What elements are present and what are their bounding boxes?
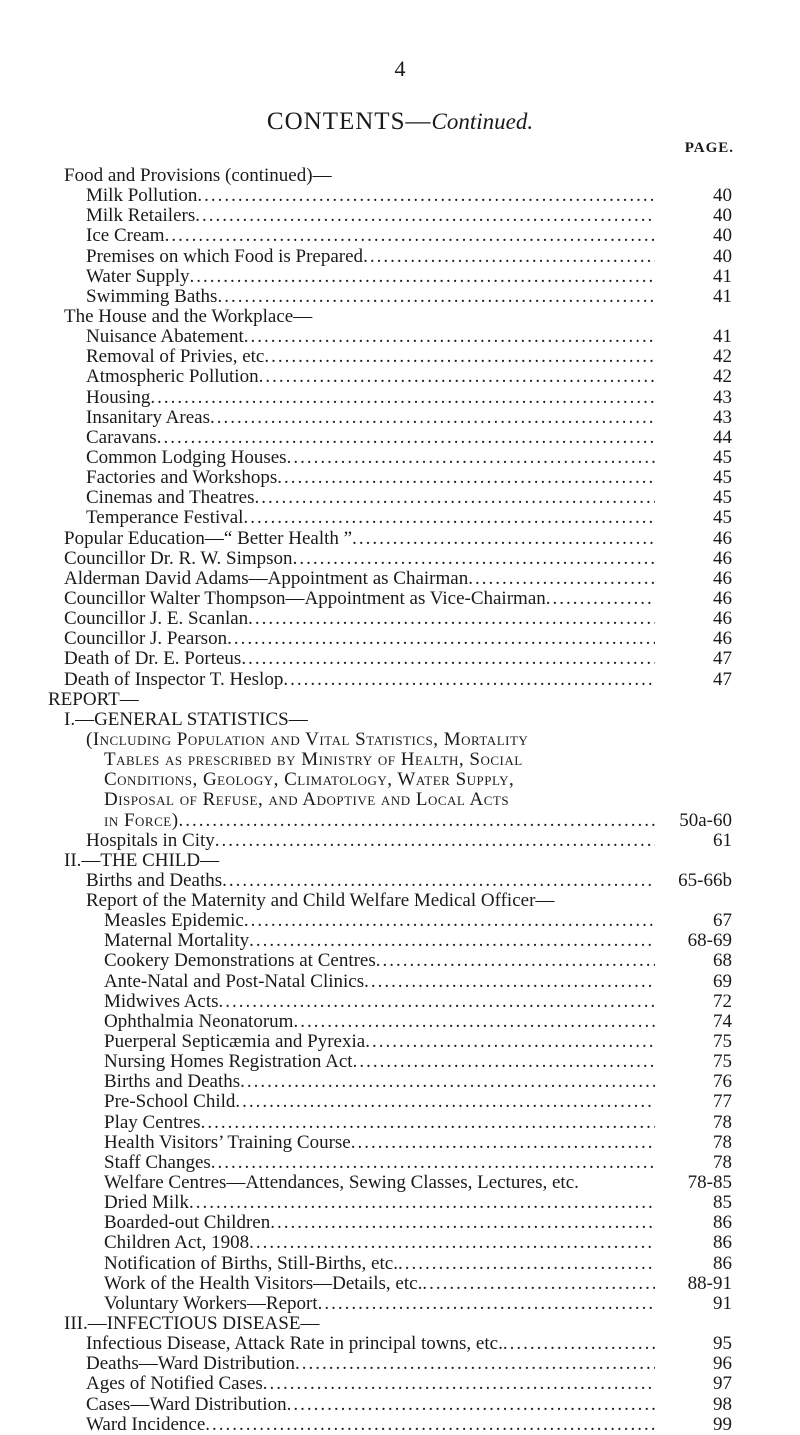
dot-leader: [165, 226, 655, 246]
toc-entry: [0, 327, 800, 347]
dot-leader: [264, 347, 655, 367]
toc-entry-text: Play Centres: [104, 1111, 201, 1133]
toc-page-number: 96: [713, 1353, 732, 1375]
toc-entry: [0, 267, 800, 287]
dot-leader: [189, 267, 655, 287]
toc-entry: [0, 1072, 800, 1092]
toc-entry-text: Insanitary Areas: [86, 406, 210, 428]
toc-entry: [0, 911, 800, 931]
dot-leader: [215, 831, 655, 851]
toc-page-number: 68-69: [687, 930, 732, 952]
toc-entry-text: Conditions, Geology, Climatology, Water Supply,: [104, 769, 515, 791]
dot-leader: [249, 1233, 655, 1253]
toc-entry: [0, 569, 800, 589]
toc-entry-text: Health Visitors’ Training Course: [104, 1131, 351, 1153]
toc-entry: [0, 1334, 800, 1354]
dot-leader: [244, 327, 655, 347]
toc-entry-text: Cookery Demonstrations at Centres: [104, 950, 376, 972]
toc-entry: [0, 428, 800, 448]
dot-leader: [222, 871, 655, 891]
toc-entry-text: Measles Epidemic: [104, 910, 244, 932]
dot-leader: [255, 488, 656, 508]
toc-entry-text: Ophthalmia Neonatorum: [104, 1010, 294, 1032]
toc-entry: [0, 226, 800, 246]
dot-leader: [295, 1354, 655, 1374]
toc-entry: [0, 790, 800, 810]
toc-entry-text: Councillor Dr. R. W. Simpson: [64, 547, 293, 569]
toc-entry: [0, 347, 800, 367]
toc-entry-text: Tables as prescribed by Ministry of Health, Social: [104, 749, 523, 771]
toc-entry-text: Alderman David Adams—Appointment as Chairman: [64, 567, 469, 589]
toc-page-number: 45: [713, 467, 732, 489]
toc-entry-text: Nursing Homes Registration Act: [104, 1051, 353, 1073]
toc-entry: [0, 468, 800, 488]
toc-entry: [0, 629, 800, 649]
toc-page-number: 69: [713, 970, 732, 992]
toc-entry: [0, 1113, 800, 1133]
toc-entry-text: Removal of Privies, etc: [86, 346, 265, 368]
toc-entry-text: Death of Inspector T. Heslop: [64, 668, 284, 690]
toc-entry: [0, 1012, 800, 1032]
toc-entry: [0, 831, 800, 851]
toc-entry-text: Water Supply: [86, 265, 190, 287]
toc-page-number: 91: [713, 1292, 732, 1314]
dot-leader: [157, 428, 655, 448]
toc-entry: [0, 1395, 800, 1415]
dot-leader: [376, 951, 655, 971]
toc-entry-text: Cinemas and Theatres: [86, 487, 255, 509]
dot-leader: [365, 1032, 655, 1052]
toc-entry: [0, 931, 800, 951]
toc-page-number: 46: [713, 527, 732, 549]
toc-entry-text: Pre-School Child: [104, 1091, 236, 1113]
toc-page-number: 46: [713, 547, 732, 569]
toc-entry-text: Temperance Festival: [86, 507, 244, 529]
dot-leader: [179, 811, 655, 831]
toc-page-number: 40: [713, 225, 732, 247]
toc-page-number: 40: [713, 245, 732, 267]
toc-entry-text: Milk Pollution: [86, 185, 198, 207]
toc-page-number: 98: [713, 1393, 732, 1415]
dot-leader: [287, 1395, 655, 1415]
toc-page-number: 76: [713, 1071, 732, 1093]
dot-leader: [270, 1213, 655, 1233]
toc-page-number: 86: [713, 1252, 732, 1274]
dot-leader: [503, 1334, 655, 1354]
title-main: CONTENTS—: [266, 108, 432, 135]
toc-entry-text: Premises on which Food is Prepared: [86, 245, 364, 267]
toc-entry: [0, 247, 800, 267]
toc-page-number: 78: [713, 1131, 732, 1153]
toc-entry: [0, 287, 800, 307]
toc-entry: [0, 488, 800, 508]
toc-entry-text: Births and Deaths: [104, 1071, 241, 1093]
toc-entry: [0, 206, 800, 226]
toc-entry-text: Milk Retailers: [86, 205, 196, 227]
toc-entry-text: II.—THE CHILD—: [64, 849, 220, 871]
dot-leader: [249, 931, 655, 951]
dot-leader: [351, 1133, 655, 1153]
toc-entry-text: Dried Milk: [104, 1192, 189, 1214]
toc-page-number: 46: [713, 587, 732, 609]
toc-entry: [0, 811, 800, 831]
toc-page-number: 78-85: [687, 1172, 732, 1194]
toc-page-number: 85: [713, 1192, 732, 1214]
dot-leader: [293, 1012, 655, 1032]
toc-page-number: 75: [713, 1031, 732, 1053]
toc-entry: [0, 1193, 800, 1213]
toc-entry: [0, 529, 800, 549]
toc-entry-text: Atmospheric Pollution: [86, 366, 259, 388]
toc-entry-text: Food and Provisions (continued)—: [64, 165, 332, 186]
toc-page-number: 43: [713, 386, 732, 408]
toc-entry-text: Ante-Natal and Post-Natal Clinics: [104, 970, 365, 992]
dot-leader: [219, 992, 655, 1012]
toc-page-number: 67: [713, 910, 732, 932]
toc-entry: [0, 1032, 800, 1052]
contents-list: [0, 166, 800, 1435]
dot-leader: [364, 972, 655, 992]
toc-page-number: 41: [713, 265, 732, 287]
toc-entry: [0, 649, 800, 669]
toc-entry-text: in Force): [104, 809, 179, 831]
dot-leader: [363, 247, 655, 267]
dot-leader: [189, 1193, 655, 1213]
toc-entry: [0, 609, 800, 629]
dot-leader: [318, 1294, 655, 1314]
toc-entry: [0, 549, 800, 569]
toc-entry: [0, 1314, 800, 1334]
toc-page-number: 42: [713, 346, 732, 368]
toc-entry: [0, 871, 800, 891]
toc-entry-text: Death of Dr. E. Porteus: [64, 648, 242, 670]
toc-page-number: 86: [713, 1232, 732, 1254]
toc-entry-text: Report of the Maternity and Child Welfare Medical Officer—: [86, 890, 555, 912]
toc-entry-text: Caravans: [86, 426, 157, 448]
toc-entry-text: Maternal Mortality: [104, 930, 250, 952]
toc-entry-text: Puerperal Septicæmia and Pyrexia: [104, 1031, 366, 1053]
toc-entry-text: I.—GENERAL STATISTICS—: [64, 708, 308, 730]
toc-entry-text: Deaths—Ward Distribution: [86, 1353, 296, 1375]
dot-leader: [259, 367, 655, 387]
toc-entry-text: Ages of Notified Cases: [86, 1373, 263, 1395]
toc-entry-text: (Including Population and Vital Statistics, Mortality: [86, 728, 529, 750]
dot-leader: [211, 1153, 655, 1173]
toc-entry: [0, 408, 800, 428]
dot-leader: [353, 1052, 655, 1072]
dot-leader: [205, 1415, 655, 1435]
toc-entry: [0, 1374, 800, 1394]
toc-page-number: 86: [713, 1212, 732, 1234]
toc-entry: [0, 690, 800, 710]
dot-leader: [150, 388, 655, 408]
dot-leader: [197, 186, 655, 206]
toc-entry: [0, 1294, 800, 1314]
toc-page-number: 95: [713, 1333, 732, 1355]
toc-page-number: 40: [713, 205, 732, 227]
toc-page-number: 68: [713, 950, 732, 972]
toc-page-number: 77: [713, 1091, 732, 1113]
toc-page-number: 65-66b: [678, 869, 732, 891]
toc-entry: [0, 589, 800, 609]
toc-entry: [0, 992, 800, 1012]
toc-entry-text: III.—INFECTIOUS DISEASE—: [64, 1313, 320, 1335]
dot-leader: [217, 287, 655, 307]
dot-leader: [468, 569, 655, 589]
toc-page-number: 46: [713, 628, 732, 650]
toc-entry-text: Councillor J. E. Scanlan: [64, 608, 249, 630]
toc-page-number: 42: [713, 366, 732, 388]
toc-page-number: 44: [713, 426, 732, 448]
toc-entry-text: Welfare Centres—Attendances, Sewing Classes, Lectures, etc.: [104, 1172, 579, 1194]
toc-page-number: 45: [713, 507, 732, 529]
dot-leader: [241, 649, 655, 669]
toc-entry-text: Boarded-out Children: [104, 1212, 271, 1234]
dot-leader: [240, 1072, 655, 1092]
toc-entry: [0, 670, 800, 690]
toc-entry-text: Notification of Births, Still-Births, etc.: [104, 1252, 398, 1274]
toc-entry-text: Factories and Workshops: [86, 467, 278, 489]
toc-entry-text: The House and the Workplace—: [64, 305, 313, 327]
toc-page-number: 45: [713, 487, 732, 509]
toc-entry-text: Councillor J. Pearson: [64, 628, 228, 650]
toc-page-number: 74: [713, 1010, 732, 1032]
toc-entry-text: REPORT—: [48, 688, 139, 710]
toc-entry: [0, 972, 800, 992]
toc-entry: [0, 1153, 800, 1173]
toc-entry: [0, 891, 800, 911]
toc-entry-text: Popular Education—“ Better Health ”: [64, 527, 353, 549]
dot-leader: [422, 1274, 655, 1294]
toc-entry: [0, 851, 800, 871]
toc-entry: [0, 951, 800, 971]
dot-leader: [277, 468, 655, 488]
dot-leader: [352, 529, 655, 549]
toc-entry-text: Births and Deaths: [86, 869, 223, 891]
toc-entry-text: Housing: [86, 386, 151, 408]
toc-page-number: 40: [713, 185, 732, 207]
dot-leader: [398, 1254, 655, 1274]
dot-leader: [244, 911, 655, 931]
toc-entry: [0, 1274, 800, 1294]
toc-page-number: 47: [713, 648, 732, 670]
toc-page-number: 45: [713, 446, 732, 468]
toc-page-number: 88-91: [687, 1272, 732, 1294]
toc-page-number: 47: [713, 668, 732, 690]
toc-entry: [0, 1254, 800, 1274]
toc-entry-text: Common Lodging Houses: [86, 446, 287, 468]
toc-entry: [0, 1092, 800, 1112]
toc-entry-text: Midwives Acts: [104, 990, 219, 1012]
toc-entry-text: Infectious Disease, Attack Rate in principal towns, etc.: [86, 1333, 503, 1355]
toc-entry: [0, 448, 800, 468]
toc-entry: [0, 750, 800, 770]
toc-entry-text: Swimming Baths: [86, 285, 218, 307]
dot-leader: [195, 206, 655, 226]
dot-leader: [263, 1374, 655, 1394]
title-continued: Continued.: [431, 109, 534, 134]
toc-page-number: 46: [713, 567, 732, 589]
toc-entry: [0, 1415, 800, 1435]
toc-entry-text: Cases—Ward Distribution: [86, 1393, 287, 1415]
toc-entry-text: Ward Incidence: [86, 1413, 206, 1435]
dot-leader: [210, 408, 655, 428]
toc-page-number: 61: [713, 829, 732, 851]
toc-entry-text: Councillor Walter Thompson—Appointment as Vice-Chairman: [64, 587, 546, 609]
page-number: 4: [394, 56, 406, 81]
toc-page-number: 50a-60: [679, 809, 732, 831]
toc-entry: [0, 710, 800, 730]
toc-entry: [0, 388, 800, 408]
dot-leader: [248, 609, 655, 629]
toc-entry: [0, 1354, 800, 1374]
toc-entry-text: Ice Cream: [86, 225, 165, 247]
toc-page-number: 78: [713, 1111, 732, 1133]
page-column-header: PAGE.: [684, 140, 734, 156]
toc-entry: [0, 1233, 800, 1253]
dot-leader: [283, 670, 655, 690]
toc-page-number: 43: [713, 406, 732, 428]
dot-leader: [546, 589, 655, 609]
toc-entry-text: Disposal of Refuse, and Adoptive and Local Acts: [104, 789, 510, 811]
toc-entry-text: Nuisance Abatement: [86, 326, 244, 348]
toc-entry: [0, 367, 800, 387]
toc-page-number: 78: [713, 1151, 732, 1173]
toc-entry: [0, 1173, 800, 1193]
toc-entry: [0, 1133, 800, 1153]
toc-entry-text: Staff Changes: [104, 1151, 211, 1173]
toc-page-number: 72: [713, 990, 732, 1012]
toc-entry-text: Children Act, 1908: [104, 1232, 250, 1254]
toc-entry-text: Work of the Health Visitors—Details, etc.: [104, 1272, 423, 1294]
toc-entry-text: Hospitals in City: [86, 829, 215, 851]
dot-leader: [201, 1113, 655, 1133]
toc-page-number: 46: [713, 608, 732, 630]
dot-leader: [243, 508, 655, 528]
toc-entry: [0, 1213, 800, 1233]
toc-page-number: 99: [713, 1413, 732, 1435]
page-title: [0, 108, 800, 136]
toc-entry: [0, 770, 800, 790]
toc-entry: [0, 166, 800, 186]
toc-entry: [0, 186, 800, 206]
toc-page-number: 97: [713, 1373, 732, 1395]
toc-entry-text: Voluntary Workers—Report: [104, 1292, 318, 1314]
toc-entry: [0, 1052, 800, 1072]
dot-leader: [227, 629, 655, 649]
toc-page-number: 75: [713, 1051, 732, 1073]
toc-entry: [0, 730, 800, 750]
toc-entry: [0, 307, 800, 327]
dot-leader: [235, 1092, 655, 1112]
toc-page-number: 41: [713, 285, 732, 307]
toc-page-number: 41: [713, 326, 732, 348]
toc-entry: [0, 508, 800, 528]
dot-leader: [287, 448, 655, 468]
dot-leader: [293, 549, 655, 569]
